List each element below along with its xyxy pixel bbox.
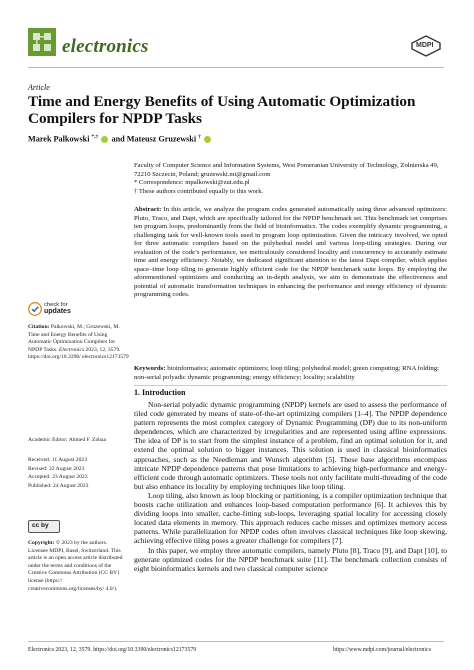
accepted-date: Accepted: 23 August 2023 [28,474,88,481]
footer-divider [28,641,444,642]
section-heading: 1. Introduction [134,388,186,397]
journal-name[interactable]: electronics [62,36,149,57]
academic-editor: Academic Editor: Ahmed F. Zobaa [28,437,106,443]
check-for-updates-icon[interactable] [28,302,42,316]
author-separator: and [111,134,125,144]
citation-block [28,324,130,362]
paragraph: In this paper, we employ three automatic compilers, namely Pluto [8], Traco [9], and Dapt [10], to generate optimized codes for the NPDP benchmark suite [11]. The benchmark collection consists of eight bioinformatics kernels and two classical computer science [134,545,447,573]
author-name[interactable]: Marek Palkowski [28,134,90,144]
footer-citation[interactable]: Electronics 2023, 12, 3579. https://doi.org/10.3390/electronics12173579 [28,647,197,653]
paragraph: Non-serial polyadic dynamic programming (NPDP) kernels are used to assess the performance of tiled code generated by means of state-of-the-art optimizing compilers [1–4]. The NPDP dependence pattern represents the most complex category of Dynamic Programming (DP) due to its non-uniform dependences, which are characterized by irregularities and are represented using affine expressions. The idea of DP is to start from the simplest instance of a problem, find an optimal solution for it, and extend the optimal solution to bigger instances. This solution is used in classical bioinformatics approaches, such as the Needleman and Wunsch algorithm [5]. These base algorithms encompass intricate NPDP dependence patterns that pose limitations to achieving high-performance and energy-efficient code through automatic optimizers. These tools not only facilitate multi-threading of the code but also enhance its locality by employing techniques like loop tiling. [134,400,447,491]
citation-doi[interactable]: 2023, 12, 3579. https://doi.org/10.3390/ electronics12173579 [28,346,129,361]
orcid-icon[interactable] [204,136,211,143]
author-marks: *,† [91,134,99,140]
publisher-name: MDPI [416,42,434,49]
publisher-logo[interactable] [410,35,442,57]
copyright-label: Copyright: [28,540,55,546]
keywords-label: Keywords: [134,365,166,372]
cc-label: cc by [32,522,49,529]
affiliation-line: 72210 Szczecin, Poland; gruzewski.mt@gmail.com [134,170,271,178]
paragraph: Loop tiling, also known as loop blocking or partitioning, is a compiler optimization technique that boosts cache utilization and enhances loop-based computation performance [6]. It achieves this by dividing loops into smaller, cache-fitting sub-loops, leveraging spatial locality for accessing closely located data elements in memory. This approach reduces cache misses and optimizes memory access patterns. While parallelization for NPDP codes often involves classical techniques like loop skewing, achieving effective tiling poses a greater challenge for compilers [7]. [134,490,447,546]
keywords-divider [134,385,447,386]
author-name[interactable]: Mateusz Gruzewski [126,134,197,144]
revised-date: Revised: 22 August 2023 [28,465,85,472]
citation-text: Palkowski, M.; Gruzewski, M. Time and Energy Benefits of Using Automatic Optimization Compilers for NPDP Tasks. [28,324,120,353]
author-list [28,134,212,144]
citation-journal: Electronics [58,346,85,353]
copyright-block [28,540,128,593]
check-label: updates [44,307,71,315]
orcid-icon[interactable] [101,136,108,143]
dates-block [28,456,130,490]
keywords-text: bioinformatics; automatic optimizers; loop tiling; polyhedral model; green computing; RNA folding; non-serial polyadic dynamic programming; energy efficiency; locality; scalability [134,365,440,381]
introduction-body [134,400,447,573]
check-for-updates-label[interactable] [44,302,104,315]
citation-label: Citation: [28,324,50,330]
copyright-text: © 2023 by the authors. Licensee MDPI, Basel, Switzerland. This article is an open access article distributed under the terms and conditions of the Creative Commons Attribution (CC BY) license (https:// creativecommons.org/licenses/by/ 4.0/). [28,540,123,592]
abstract-text: In this article, we analyze the program codes generated automatically using three advanced optimizers: Pluto, Traco, and Dapt, which are specifically tailored for the NPDP benchmark set. This benchmark set comprises ten program loops, predominantly from the field of bioinformatics. The codes exemplify dynamic programming, a challenging task for well-known tools used in program loop optimization. Given the intricacy involved, we opted for three automatic compilers based on the polyhedral model and various loop-tiling strategies. During our evaluation of the code’s performance, we meticulously considered locality and concurrency to accurately estimate time and energy efficiency. Notably, we dedicated significant attention to the latest Dapt compiler, which applies space–time loop tiling to generate highly efficient code for the NPDP benchmark suite loops. By employing the aforementioned optimizers and conducting an in-depth analysis, we aim to demonstrate the effectiveness and potential of automatic transformation techniques in enhancing the performance and energy efficiency of dynamic programming codes. [134,206,448,299]
abstract-label: Abstract: [134,206,162,213]
received-date: Received: 11 August 2023 [28,457,87,463]
cc-by-icon[interactable] [28,520,60,533]
affiliation-line: Faculty of Computer Science and Information Systems, West Pomeranian University of Technology, Zolnierska 49, [134,162,439,169]
author-marks: † [198,134,201,140]
journal-logo-icon [28,28,56,56]
article-title: Time and Energy Benefits of Using Automatic Optimization Compilers for NPDP Tasks [28,93,416,127]
abstract [134,206,447,300]
footer-journal-link[interactable]: https://www.mdpi.com/journal/electronics [333,647,431,653]
published-date: Published: 24 August 2023 [28,482,89,489]
affiliation-block [134,162,446,196]
check-label: check for [44,302,68,308]
equal-contribution-note: † These authors contributed equally to this work. [134,187,264,195]
article-type: Article [28,83,50,92]
correspondence-note: * Correspondence: mpalkowski@zut.edu.pl [134,179,250,187]
keywords [134,365,447,382]
header-divider [28,67,444,68]
